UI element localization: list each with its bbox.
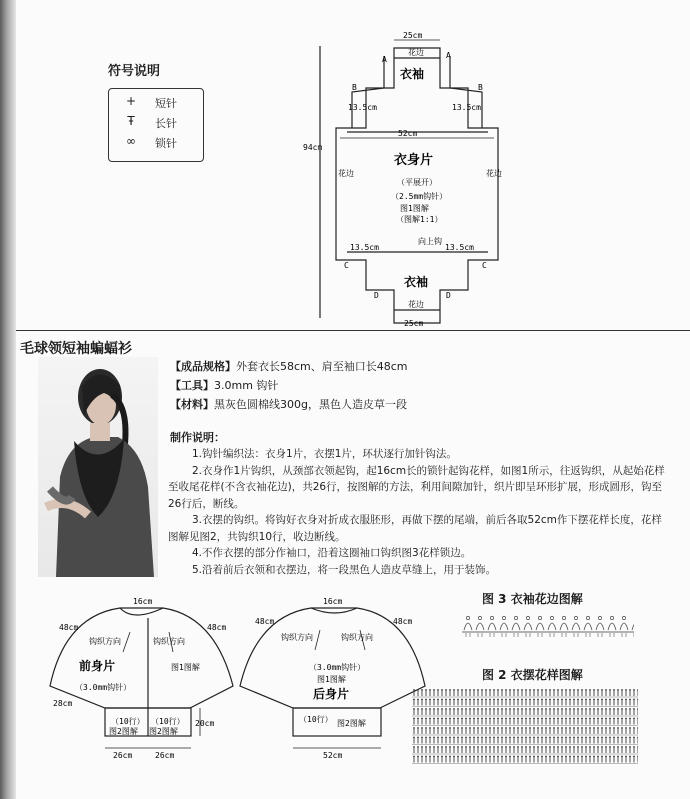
front-hem-width-right: 26cm (155, 751, 175, 760)
spec-row (170, 357, 408, 376)
front-back-schematic (45, 596, 430, 766)
chest-width: 52cm (398, 129, 418, 138)
material-row (170, 395, 408, 414)
hook-note: （2.5mm钩针） (391, 192, 448, 201)
front-ref: 图1图解 (171, 663, 200, 672)
corner-b-right: B (478, 83, 483, 92)
tool-value: 3.0mm 钩针 (214, 379, 279, 392)
long-stitch-label: 长针 (155, 117, 177, 130)
specs-block (170, 357, 408, 414)
sleeve-edge-stitch-chart (462, 612, 634, 638)
sleeve-width-top: 25cm (403, 31, 423, 40)
back-hem-width: 52cm (323, 751, 343, 760)
symbols-title: 符号说明 (108, 64, 161, 79)
instruction-steps (168, 446, 668, 578)
front-hem-height: 20cm (195, 719, 215, 728)
sleeve-edge-bottom: 花边 (408, 300, 424, 309)
material-label: 【材料】 (170, 398, 214, 411)
corner-a-left: A (382, 55, 387, 64)
short-stitch-label: 短针 (155, 97, 177, 110)
legend-row-short-stitch (109, 94, 203, 112)
front-hem-rows-left: （10行） (111, 717, 145, 726)
sleeve-edge-stitch-pattern (462, 612, 634, 638)
spec-value: 外套衣长58cm、肩至袖口长48cm (236, 360, 408, 373)
front-neck-width: 16cm (133, 597, 153, 606)
back-side-left: 48cm (255, 617, 275, 626)
side-edge-right: 花边 (486, 169, 502, 178)
fig3-caption: 图 3 衣袖花边图解 (482, 592, 583, 606)
front-hem-width-left: 26cm (113, 751, 133, 760)
step-5: 5.沿着前后衣领和衣摆边，将一段黑色人造皮草缝上，用于装饰。 (192, 563, 497, 576)
step-1: 1.钩针编织法：衣身1片，衣摆1片，环状逐行加针钩法。 (192, 448, 457, 460)
sleeve-edge-top: 花边 (408, 48, 424, 57)
chain-stitch-label: 锁针 (155, 137, 177, 150)
arm-width-bottom-right: 13.5cm (445, 243, 474, 252)
corner-b-left: B (352, 83, 357, 92)
diagram-ref: 图1图解 (400, 204, 429, 213)
hem-stitch-pattern (412, 688, 638, 764)
back-direction-left: 钩织方向 (281, 633, 313, 642)
back-direction-right: 钩织方向 (341, 633, 373, 642)
sleeve-top-label: 衣袖 (400, 67, 425, 81)
book-spine-shadow (0, 0, 16, 799)
legend-row-chain-stitch (109, 134, 203, 152)
section-divider (16, 330, 690, 331)
sleeve-bottom-label: 衣袖 (404, 275, 429, 289)
spec-label: 【成品规格】 (170, 360, 236, 373)
corner-c-left: C (344, 261, 349, 270)
step-2: 2.衣身作1片钩织，从颈部衣领起钩，起16cm长的锁针起钩花样，如图1所示，往返钩织，从起始花样至收尾花样(不含衣袖花边)，共26行，按图解的方法，利用间隙加针，织片即呈环形扩展，形成圆形，钩至26行后，断线。 (168, 464, 665, 510)
arm-width-top-right: 13.5cm (452, 103, 481, 112)
back-neck-width: 16cm (323, 597, 343, 606)
front-hem-ref-left: 图2图解 (109, 727, 138, 736)
long-stitch-symbol: Ŧ (127, 114, 135, 128)
front-direction-right: 钩织方向 (153, 637, 185, 646)
front-edge: 28cm (53, 699, 73, 708)
sleeve-width-bottom: 25cm (404, 319, 424, 328)
fig2-caption: 图 2 衣摆花样图解 (482, 668, 583, 682)
sweater-schematic (300, 28, 520, 328)
corner-a-right: A (446, 51, 451, 60)
front-hook: （3.0mm钩针） (75, 683, 132, 692)
instructions-title: 制作说明： (170, 431, 225, 444)
front-side-right: 48cm (207, 623, 227, 632)
diagram-ratio: （图解1:1） (396, 215, 443, 224)
tool-label: 【工具】 (170, 379, 214, 392)
model-photo (38, 357, 158, 577)
article-title: 毛球领短袖蝙蝠衫 (20, 341, 132, 357)
back-side-right: 48cm (393, 617, 413, 626)
front-hem-rows-right: （10行） (151, 717, 185, 726)
hem-stitch-chart (412, 688, 638, 764)
front-title: 前身片 (79, 659, 116, 673)
tool-row (170, 376, 408, 395)
total-height: 94cm (303, 143, 323, 152)
back-title: 后身片 (313, 687, 350, 701)
body-label: 衣身片 (394, 153, 434, 168)
flat-note: （平展开） (397, 178, 437, 187)
front-direction-left: 钩织方向 (89, 637, 121, 646)
step-4: 4.不作衣摆的部分作袖口，沿着这圈袖口钩织图3花样锁边。 (192, 547, 472, 559)
back-ref: 图1图解 (317, 675, 346, 684)
back-hem-rows: （10行） (299, 715, 333, 724)
side-edge-left: 花边 (338, 169, 354, 178)
short-stitch-symbol: + (125, 94, 137, 108)
direction-label: 向上钩 (418, 237, 442, 246)
corner-d-right: D (446, 291, 451, 300)
back-hook: （3.0mm钩针） (309, 663, 366, 672)
material-value: 黑灰色圆棉线300g，黑色人造皮草一段 (214, 398, 407, 411)
back-hem-ref: 图2图解 (337, 719, 366, 728)
corner-c-right: C (482, 261, 487, 270)
front-hem-ref-right: 图2图解 (149, 727, 178, 736)
step-3: 3.衣摆的钩织。将钩好衣身对折成衣服胚形，再做下摆的尾端，前后各取52cm作下摆花样长度，花样图解见图2，共钩织10行，收边断线。 (168, 514, 662, 543)
chain-stitch-symbol: ∞ (126, 134, 136, 148)
arm-width-top-left: 13.5cm (348, 103, 377, 112)
legend-row-long-stitch (109, 114, 203, 132)
symbols-legend (108, 88, 204, 162)
corner-d-left: D (374, 291, 379, 300)
model-figure-image (38, 357, 158, 577)
front-side-left: 48cm (59, 623, 79, 632)
arm-width-bottom-left: 13.5cm (350, 243, 379, 252)
